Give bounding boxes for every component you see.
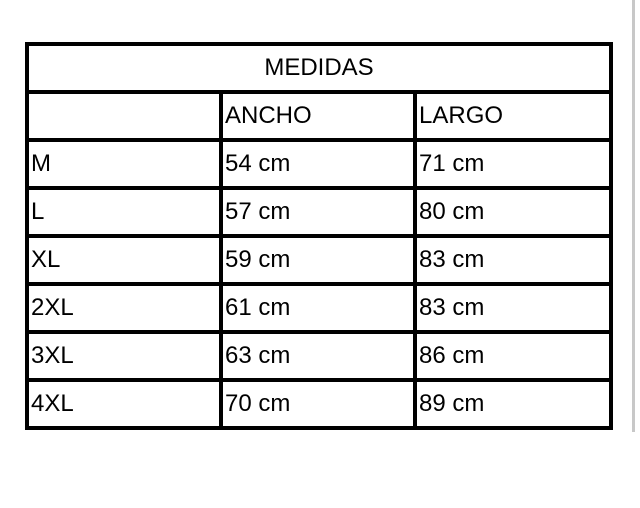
table-title: MEDIDAS [27,44,611,92]
size-cell: 4XL [27,380,221,428]
length-cell: 83 cm [415,284,611,332]
size-cell: 2XL [27,284,221,332]
length-cell: 83 cm [415,236,611,284]
table-row [27,140,611,188]
size-cell: L [27,188,221,236]
length-cell: 80 cm [415,188,611,236]
header-cell-width: ANCHO [221,92,415,140]
length-cell: 71 cm [415,140,611,188]
header-cell-size [27,92,221,140]
scrollbar-track[interactable] [632,0,635,432]
header-row [27,92,611,140]
table-row [27,380,611,428]
header-cell-length: LARGO [415,92,611,140]
width-cell: 61 cm [221,284,415,332]
length-cell: 89 cm [415,380,611,428]
table-row [27,284,611,332]
width-cell: 54 cm [221,140,415,188]
size-cell: XL [27,236,221,284]
title-row [27,44,611,92]
length-cell: 86 cm [415,332,611,380]
width-cell: 59 cm [221,236,415,284]
width-cell: 63 cm [221,332,415,380]
width-cell: 57 cm [221,188,415,236]
width-cell: 70 cm [221,380,415,428]
table-row [27,332,611,380]
size-cell: M [27,140,221,188]
size-chart-table [25,42,613,430]
table-row [27,188,611,236]
size-cell: 3XL [27,332,221,380]
table-row [27,236,611,284]
